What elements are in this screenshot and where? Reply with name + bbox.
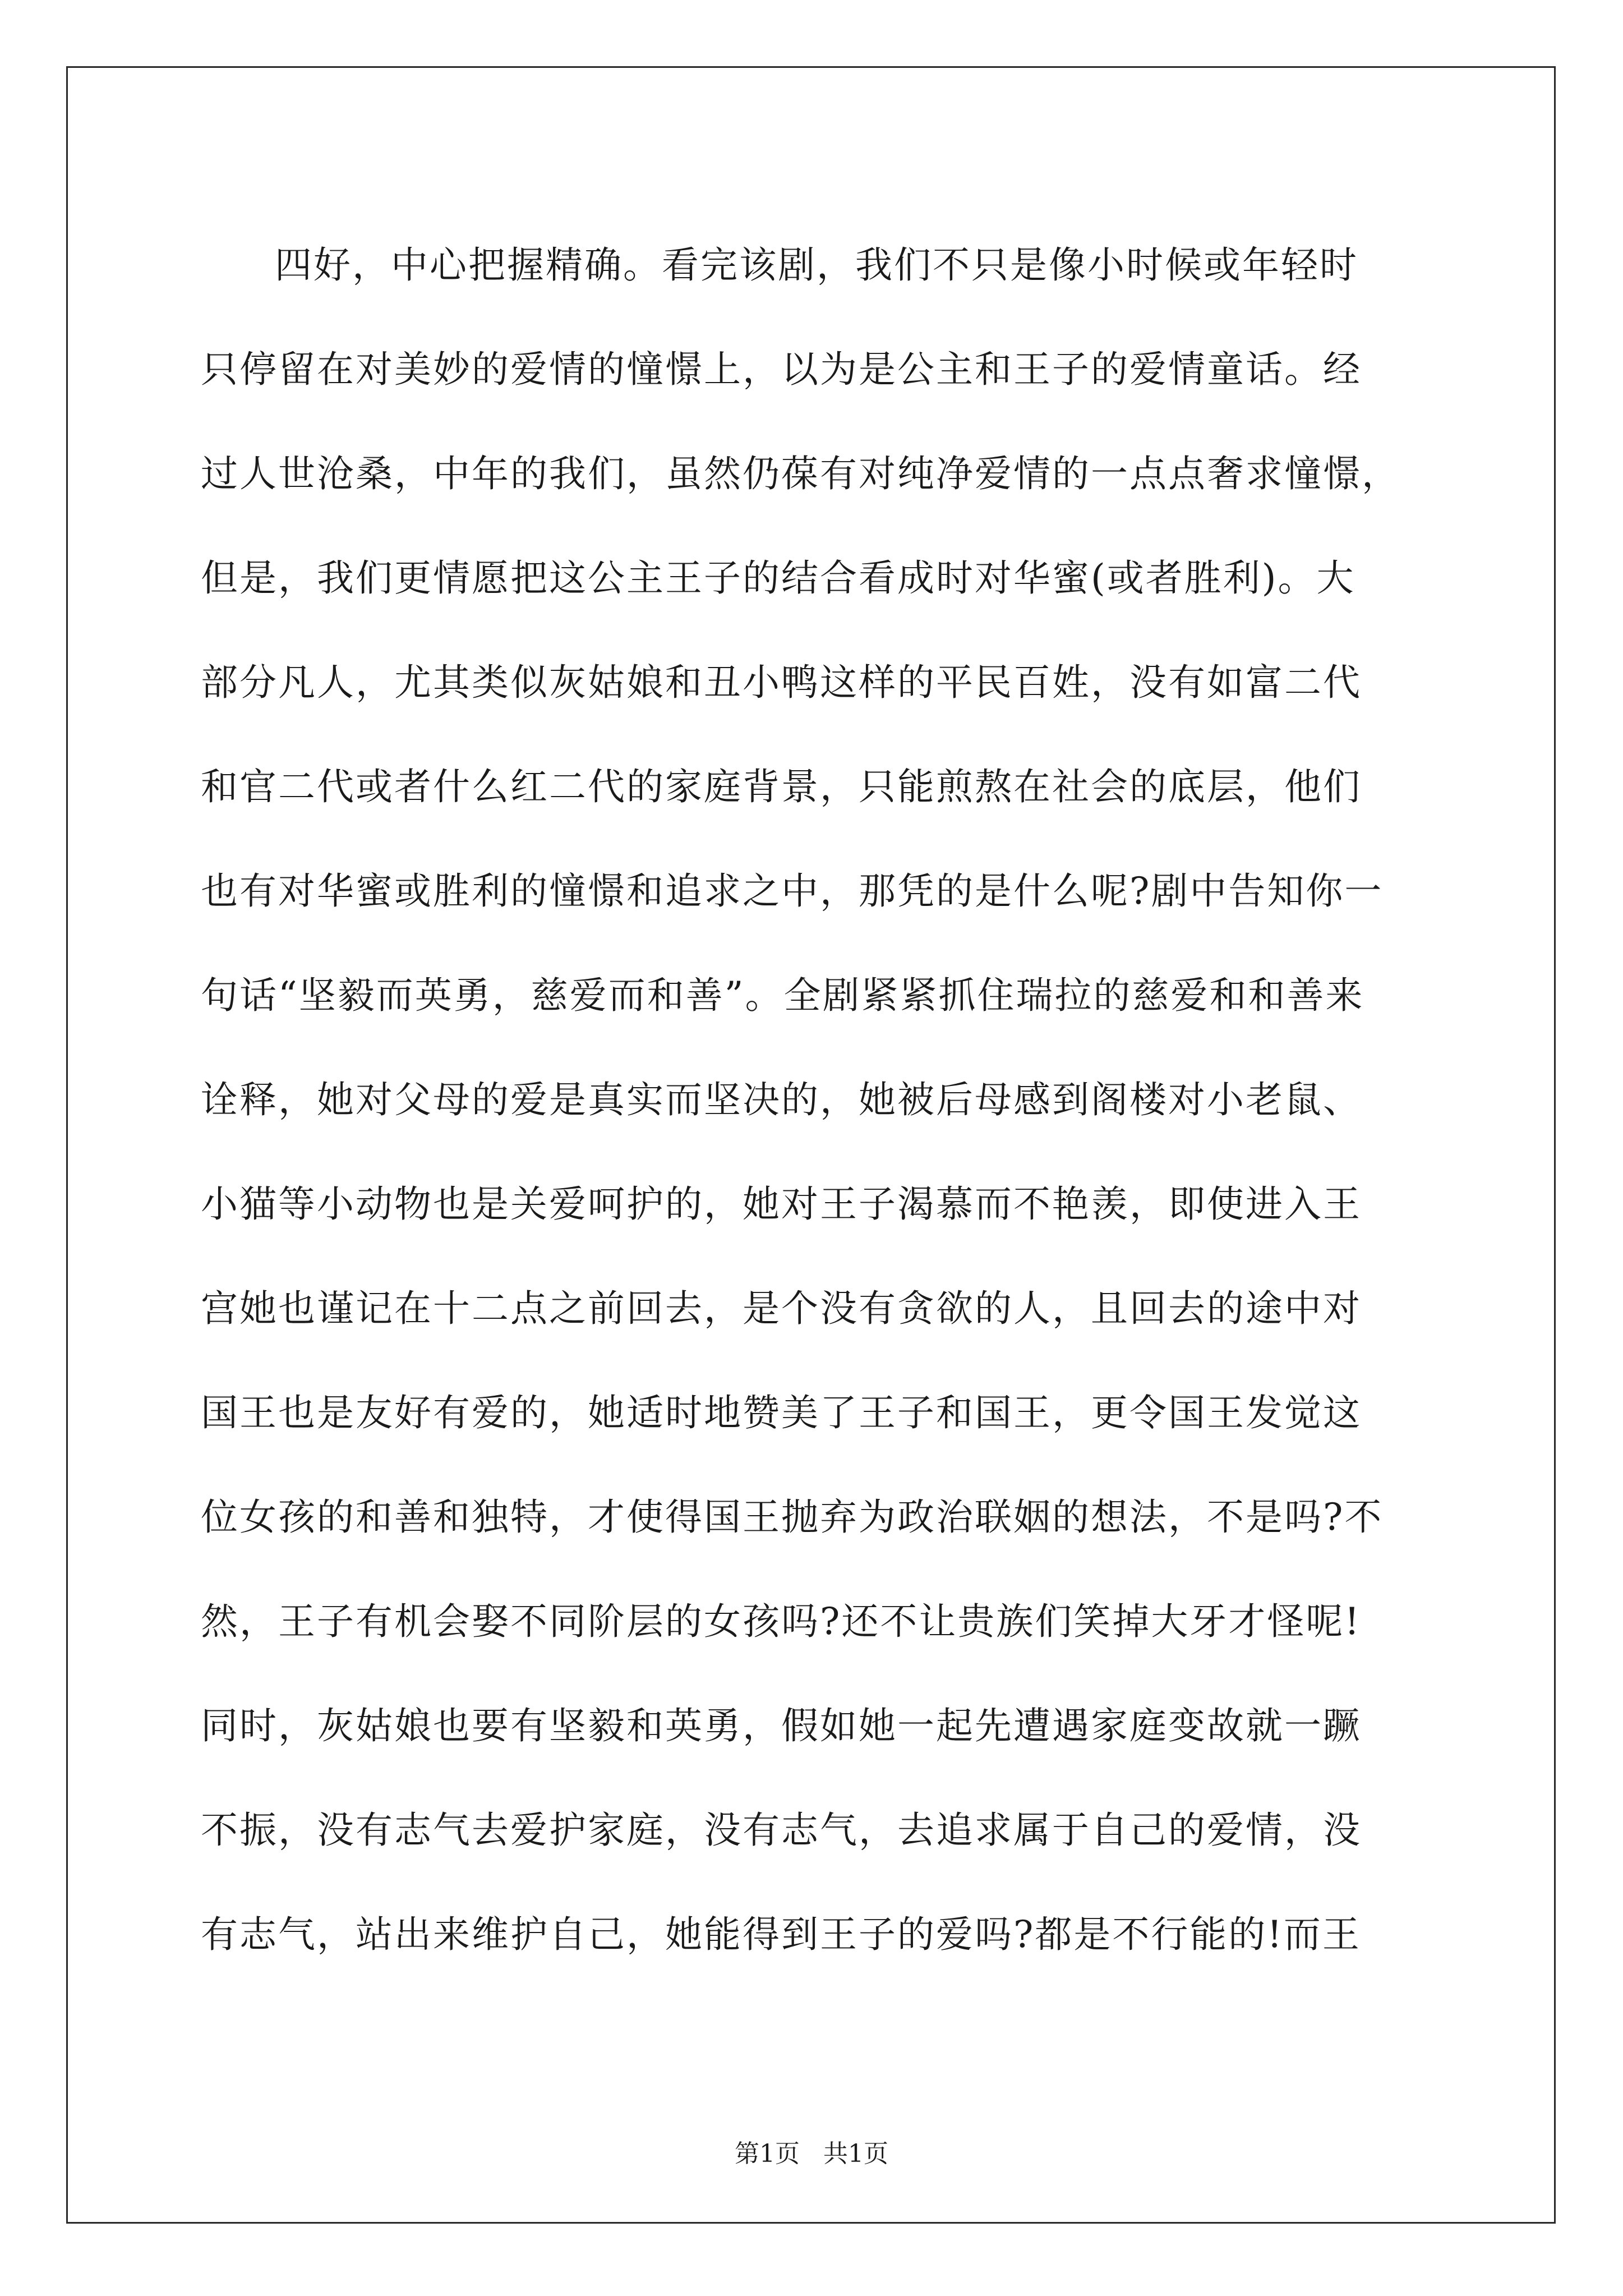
text-line: 和官二代或者什么红二代的家庭背景，只能煎熬在社会的底层，他们 (201, 765, 1362, 808)
text-line: 宫她也谨记在十二点之前回去，是个没有贪欲的人，且回去的途中对 (201, 1287, 1362, 1330)
text-line: 小猫等小动物也是关爱呵护的，她对王子渴慕而不艳羡，即使进入王 (201, 1182, 1362, 1226)
text-line: 也有对华蜜或胜利的憧憬和追求之中，那凭的是什么呢?剧中告知你一 (201, 869, 1384, 913)
text-line: 但是，我们更情愿把这公主王子的结合看成时对华蜜(或者胜利)。大 (201, 556, 1355, 600)
text-line: 然，王子有机会娶不同阶层的女孩吗?还不让贵族们笑掉大牙才怪呢! (201, 1600, 1361, 1643)
text-line: 四好，中心把握精确。看完该剧，我们不只是像小时候或年轻时 (275, 243, 1358, 287)
text-line: 位女孩的和善和独特，才使得国王抛弃为政治联姻的想法，不是吗?不 (201, 1496, 1384, 1539)
text-line: 不振，没有志气去爱护家庭，没有志气，去追求属于自己的爱情，没 (201, 1809, 1362, 1852)
text-line: 同时，灰姑娘也要有坚毅和英勇，假如她一起先遭遇家庭变故就一蹶 (201, 1704, 1362, 1747)
text-line: 句话“坚毅而英勇，慈爱而和善”。全剧紧紧抓住瑞拉的慈爱和和善来 (201, 974, 1364, 1017)
text-line: 诠释，她对父母的爱是真实而坚决的，她被后母感到阁楼对小老鼠、 (201, 1078, 1362, 1121)
text-line: 过人世沧桑，中年的我们，虽然仍葆有对纯净爱情的一点点奢求憧憬， (201, 452, 1400, 495)
page-number-footer: 第1页 共1页 (735, 2139, 888, 2168)
text-line: 只停留在对美妙的爱情的憧憬上，以为是公主和王子的爱情童话。经 (201, 348, 1362, 391)
text-line: 国王也是友好有爱的，她适时地赞美了王子和国王，更令国王发觉这 (201, 1391, 1362, 1434)
body-text (201, 213, 1418, 1987)
text-line: 部分凡人，尤其类似灰姑娘和丑小鸭这样的平民百姓，没有如富二代 (201, 661, 1362, 704)
text-line: 有志气，站出来维护自己，她能得到王子的爱吗?都是不行能的!而王 (201, 1913, 1361, 1956)
